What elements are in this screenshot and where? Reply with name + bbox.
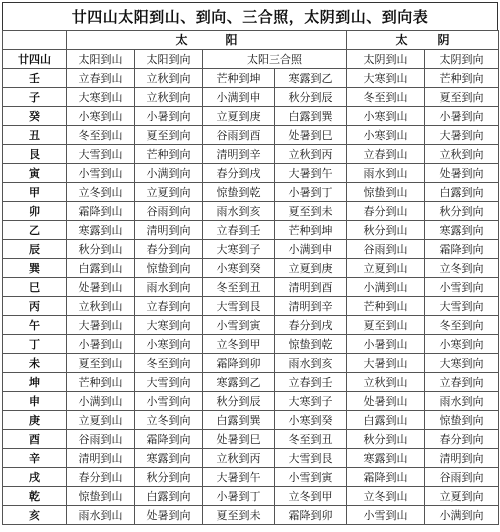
group-taiyin-char-2: 阴 <box>437 32 450 47</box>
table-row <box>3 468 499 487</box>
cell-yin-shan: 小满到山 <box>347 278 425 297</box>
table-row <box>3 335 499 354</box>
cell-yin-xiang: 夏至到向 <box>425 88 499 107</box>
cell-ty-xiang: 大雪到向 <box>135 373 203 392</box>
cell-yin-shan: 谷雨到山 <box>347 240 425 259</box>
cell-ty-shan: 立春到山 <box>67 69 135 88</box>
cell-ty-sanhe-1: 谷雨到酉 <box>203 126 275 145</box>
cell-mountain: 未 <box>3 354 67 373</box>
cell-mountain: 酉 <box>3 430 67 449</box>
cell-mountain: 乾 <box>3 487 67 506</box>
cell-ty-sanhe-1: 大暑到午 <box>203 468 275 487</box>
cell-ty-xiang: 谷雨到向 <box>135 202 203 221</box>
cell-yin-xiang: 清明到向 <box>425 449 499 468</box>
cell-ty-shan: 小雪到山 <box>67 164 135 183</box>
cell-ty-sanhe-1: 秋分到辰 <box>203 392 275 411</box>
cell-yin-shan: 大暑到山 <box>347 354 425 373</box>
table-row <box>3 297 499 316</box>
cell-ty-xiang: 霜降到向 <box>135 430 203 449</box>
table-row <box>3 373 499 392</box>
table-row <box>3 392 499 411</box>
table-row <box>3 430 499 449</box>
cell-ty-shan: 寒露到山 <box>67 221 135 240</box>
cell-yin-shan: 小暑到山 <box>347 335 425 354</box>
table-row <box>3 240 499 259</box>
cell-mountain: 丁 <box>3 335 67 354</box>
group-header-blank <box>3 31 67 50</box>
table-row <box>3 449 499 468</box>
cell-mountain: 寅 <box>3 164 67 183</box>
cell-ty-sanhe-1: 立夏到庚 <box>203 107 275 126</box>
column-header-yin-xiang: 太阴到向 <box>425 50 499 69</box>
cell-ty-sanhe-2: 立秋到丙 <box>275 145 347 164</box>
cell-ty-sanhe-1: 春分到戌 <box>203 164 275 183</box>
cell-ty-sanhe-1: 霜降到卯 <box>203 354 275 373</box>
mountain-table <box>2 30 499 525</box>
cell-ty-sanhe-1: 白露到巽 <box>203 411 275 430</box>
cell-ty-shan: 大寒到山 <box>67 88 135 107</box>
cell-yin-xiang: 立秋到向 <box>425 145 499 164</box>
cell-mountain: 癸 <box>3 107 67 126</box>
cell-yin-xiang: 雨水到向 <box>425 392 499 411</box>
cell-ty-xiang: 立冬到向 <box>135 411 203 430</box>
cell-mountain: 辰 <box>3 240 67 259</box>
cell-mountain: 申 <box>3 392 67 411</box>
cell-ty-xiang: 芒种到向 <box>135 145 203 164</box>
cell-ty-sanhe-1: 立冬到甲 <box>203 335 275 354</box>
cell-yin-xiang: 小满到向 <box>425 506 499 525</box>
column-header-ty-xiang: 太阳到向 <box>135 50 203 69</box>
cell-ty-xiang: 立夏到向 <box>135 183 203 202</box>
cell-ty-xiang: 小满到向 <box>135 164 203 183</box>
cell-mountain: 巳 <box>3 278 67 297</box>
cell-ty-sanhe-2: 夏至到未 <box>275 202 347 221</box>
cell-ty-sanhe-2: 霜降到卯 <box>275 506 347 525</box>
cell-ty-sanhe-1: 小满到申 <box>203 88 275 107</box>
cell-ty-xiang: 立秋到向 <box>135 88 203 107</box>
table-row <box>3 69 499 88</box>
cell-yin-xiang: 惊蛰到向 <box>425 411 499 430</box>
table-row <box>3 202 499 221</box>
table-row <box>3 221 499 240</box>
cell-ty-shan: 白露到山 <box>67 259 135 278</box>
cell-ty-sanhe-1: 大雪到艮 <box>203 297 275 316</box>
group-taiyang-char-1: 太 <box>175 32 188 47</box>
cell-ty-shan: 清明到山 <box>67 449 135 468</box>
cell-mountain: 艮 <box>3 145 67 164</box>
cell-yin-xiang: 小暑到向 <box>425 107 499 126</box>
column-header-ty-shan: 太阳到山 <box>67 50 135 69</box>
cell-mountain: 子 <box>3 88 67 107</box>
cell-ty-xiang: 大寒到向 <box>135 316 203 335</box>
cell-yin-shan: 春分到山 <box>347 202 425 221</box>
group-taiyin-char-1: 太 <box>395 32 408 47</box>
table-row <box>3 145 499 164</box>
cell-ty-sanhe-2: 立冬到甲 <box>275 487 347 506</box>
cell-mountain: 亥 <box>3 506 67 525</box>
cell-ty-shan: 芒种到山 <box>67 373 135 392</box>
cell-yin-xiang: 冬至到向 <box>425 316 499 335</box>
cell-ty-shan: 秋分到山 <box>67 240 135 259</box>
cell-yin-xiang: 谷雨到向 <box>425 468 499 487</box>
table-row <box>3 316 499 335</box>
cell-ty-sanhe-2: 大暑到午 <box>275 164 347 183</box>
cell-ty-sanhe-2: 白露到巽 <box>275 107 347 126</box>
cell-ty-sanhe-1: 大寒到子 <box>203 240 275 259</box>
cell-mountain: 巽 <box>3 259 67 278</box>
cell-yin-xiang: 立春到向 <box>425 373 499 392</box>
cell-ty-xiang: 夏至到向 <box>135 126 203 145</box>
cell-ty-sanhe-2: 寒露到乙 <box>275 69 347 88</box>
cell-mountain: 辛 <box>3 449 67 468</box>
table-row <box>3 354 499 373</box>
cell-ty-shan: 立秋到山 <box>67 297 135 316</box>
cell-ty-shan: 冬至到山 <box>67 126 135 145</box>
cell-ty-sanhe-1: 小暑到丁 <box>203 487 275 506</box>
cell-ty-xiang: 立秋到向 <box>135 69 203 88</box>
cell-yin-shan: 秋分到山 <box>347 221 425 240</box>
cell-mountain: 庚 <box>3 411 67 430</box>
cell-ty-shan: 处暑到山 <box>67 278 135 297</box>
cell-ty-sanhe-1: 芒种到坤 <box>203 69 275 88</box>
cell-yin-shan: 立夏到山 <box>347 259 425 278</box>
cell-mountain: 甲 <box>3 183 67 202</box>
cell-ty-xiang: 春分到向 <box>135 240 203 259</box>
cell-ty-xiang: 小雪到向 <box>135 392 203 411</box>
cell-ty-shan: 小寒到山 <box>67 107 135 126</box>
table-row <box>3 259 499 278</box>
column-header-mountain: 廿四山 <box>3 50 67 69</box>
cell-ty-xiang: 处暑到向 <box>135 506 203 525</box>
column-header-row <box>3 50 499 69</box>
cell-yin-shan: 处暑到山 <box>347 392 425 411</box>
cell-yin-shan: 雨水到山 <box>347 164 425 183</box>
cell-ty-shan: 立夏到山 <box>67 411 135 430</box>
table-title: 廿四山太阳到山、到向、三合照，太阴到山、到向表 <box>2 2 498 30</box>
cell-ty-sanhe-2: 小满到申 <box>275 240 347 259</box>
cell-yin-shan: 小寒到山 <box>347 107 425 126</box>
cell-ty-sanhe-2: 小暑到丁 <box>275 183 347 202</box>
cell-ty-sanhe-2: 惊蛰到乾 <box>275 335 347 354</box>
cell-yin-shan: 秋分到山 <box>347 430 425 449</box>
cell-ty-xiang: 雨水到向 <box>135 278 203 297</box>
cell-yin-xiang: 芒种到向 <box>425 69 499 88</box>
cell-ty-sanhe-2: 雨水到亥 <box>275 354 347 373</box>
cell-ty-sanhe-2: 立夏到庚 <box>275 259 347 278</box>
cell-yin-shan: 夏至到山 <box>347 316 425 335</box>
group-taiyang-char-2: 阳 <box>225 32 238 47</box>
cell-yin-xiang: 大寒到向 <box>425 354 499 373</box>
cell-yin-shan: 大寒到山 <box>347 69 425 88</box>
cell-yin-shan: 小寒到山 <box>347 126 425 145</box>
cell-ty-sanhe-1: 夏至到未 <box>203 506 275 525</box>
cell-mountain: 丑 <box>3 126 67 145</box>
cell-ty-sanhe-2: 芒种到坤 <box>275 221 347 240</box>
cell-mountain: 丙 <box>3 297 67 316</box>
cell-yin-shan: 立秋到山 <box>347 373 425 392</box>
cell-ty-sanhe-2: 小雪到寅 <box>275 468 347 487</box>
cell-yin-shan: 立春到山 <box>347 145 425 164</box>
cell-ty-sanhe-2: 处暑到巳 <box>275 126 347 145</box>
table-row <box>3 278 499 297</box>
cell-ty-shan: 春分到山 <box>67 468 135 487</box>
cell-yin-xiang: 春分到向 <box>425 430 499 449</box>
cell-ty-sanhe-1: 雨水到亥 <box>203 202 275 221</box>
cell-ty-sanhe-1: 小雪到寅 <box>203 316 275 335</box>
cell-ty-shan: 小满到山 <box>67 392 135 411</box>
cell-ty-shan: 大雪到山 <box>67 145 135 164</box>
cell-yin-shan: 霜降到山 <box>347 468 425 487</box>
cell-yin-xiang: 小雪到向 <box>425 278 499 297</box>
cell-yin-shan: 芒种到山 <box>347 297 425 316</box>
cell-ty-shan: 霜降到山 <box>67 202 135 221</box>
cell-mountain: 坤 <box>3 373 67 392</box>
cell-mountain: 乙 <box>3 221 67 240</box>
cell-yin-xiang: 大雪到向 <box>425 297 499 316</box>
cell-ty-shan: 惊蛰到山 <box>67 487 135 506</box>
cell-yin-shan: 白露到山 <box>347 411 425 430</box>
cell-ty-sanhe-1: 立秋到丙 <box>203 449 275 468</box>
cell-yin-shan: 寒露到山 <box>347 449 425 468</box>
cell-yin-shan: 冬至到山 <box>347 88 425 107</box>
cell-ty-sanhe-2: 大雪到艮 <box>275 449 347 468</box>
cell-ty-sanhe-1: 立春到壬 <box>203 221 275 240</box>
cell-yin-shan: 小雪到山 <box>347 506 425 525</box>
cell-yin-xiang: 小寒到向 <box>425 335 499 354</box>
cell-yin-xiang: 寒露到向 <box>425 221 499 240</box>
cell-mountain: 卯 <box>3 202 67 221</box>
cell-ty-xiang: 冬至到向 <box>135 354 203 373</box>
group-header-row <box>3 31 499 50</box>
cell-ty-sanhe-2: 春分到戌 <box>275 316 347 335</box>
cell-ty-xiang: 寒露到向 <box>135 449 203 468</box>
table-row <box>3 411 499 430</box>
cell-yin-xiang: 立夏到向 <box>425 487 499 506</box>
cell-ty-sanhe-1: 小寒到癸 <box>203 259 275 278</box>
cell-ty-xiang: 立春到向 <box>135 297 203 316</box>
column-header-yin-shan: 太阴到山 <box>347 50 425 69</box>
cell-ty-shan: 立冬到山 <box>67 183 135 202</box>
cell-ty-xiang: 惊蛰到向 <box>135 259 203 278</box>
table-row <box>3 183 499 202</box>
cell-ty-sanhe-2: 清明到酉 <box>275 278 347 297</box>
cell-ty-shan: 大暑到山 <box>67 316 135 335</box>
cell-ty-sanhe-2: 清明到辛 <box>275 297 347 316</box>
cell-mountain: 戌 <box>3 468 67 487</box>
cell-ty-xiang: 白露到向 <box>135 487 203 506</box>
cell-ty-sanhe-2: 大寒到子 <box>275 392 347 411</box>
cell-yin-xiang: 霜降到向 <box>425 240 499 259</box>
cell-yin-xiang: 白露到向 <box>425 183 499 202</box>
table-row <box>3 487 499 506</box>
cell-ty-sanhe-2: 冬至到丑 <box>275 430 347 449</box>
cell-ty-sanhe-1: 寒露到乙 <box>203 373 275 392</box>
cell-ty-shan: 雨水到山 <box>67 506 135 525</box>
column-header-ty-sanhe: 太阳三合照 <box>203 50 347 69</box>
cell-ty-xiang: 小寒到向 <box>135 335 203 354</box>
document-page <box>2 2 498 528</box>
cell-mountain: 壬 <box>3 69 67 88</box>
cell-ty-sanhe-1: 处暑到巳 <box>203 430 275 449</box>
table-row <box>3 506 499 525</box>
cell-ty-sanhe-2: 秋分到辰 <box>275 88 347 107</box>
cell-ty-sanhe-1: 冬至到丑 <box>203 278 275 297</box>
cell-ty-sanhe-1: 惊蛰到乾 <box>203 183 275 202</box>
table-row <box>3 107 499 126</box>
cell-mountain: 午 <box>3 316 67 335</box>
cell-ty-xiang: 清明到向 <box>135 221 203 240</box>
cell-ty-sanhe-2: 立春到壬 <box>275 373 347 392</box>
cell-ty-sanhe-2: 小寒到癸 <box>275 411 347 430</box>
cell-ty-xiang: 小暑到向 <box>135 107 203 126</box>
table-row <box>3 126 499 145</box>
cell-yin-xiang: 大暑到向 <box>425 126 499 145</box>
cell-ty-shan: 小暑到山 <box>67 335 135 354</box>
table-row <box>3 164 499 183</box>
cell-ty-shan: 谷雨到山 <box>67 430 135 449</box>
cell-yin-xiang: 立冬到向 <box>425 259 499 278</box>
group-header-taiyin <box>347 31 499 50</box>
group-header-taiyang <box>67 31 347 50</box>
cell-ty-shan: 夏至到山 <box>67 354 135 373</box>
cell-yin-xiang: 秋分到向 <box>425 202 499 221</box>
table-row <box>3 88 499 107</box>
cell-yin-xiang: 处暑到向 <box>425 164 499 183</box>
cell-yin-shan: 立冬到山 <box>347 487 425 506</box>
cell-yin-shan: 惊蛰到山 <box>347 183 425 202</box>
cell-ty-xiang: 秋分到向 <box>135 468 203 487</box>
cell-ty-sanhe-1: 清明到辛 <box>203 145 275 164</box>
